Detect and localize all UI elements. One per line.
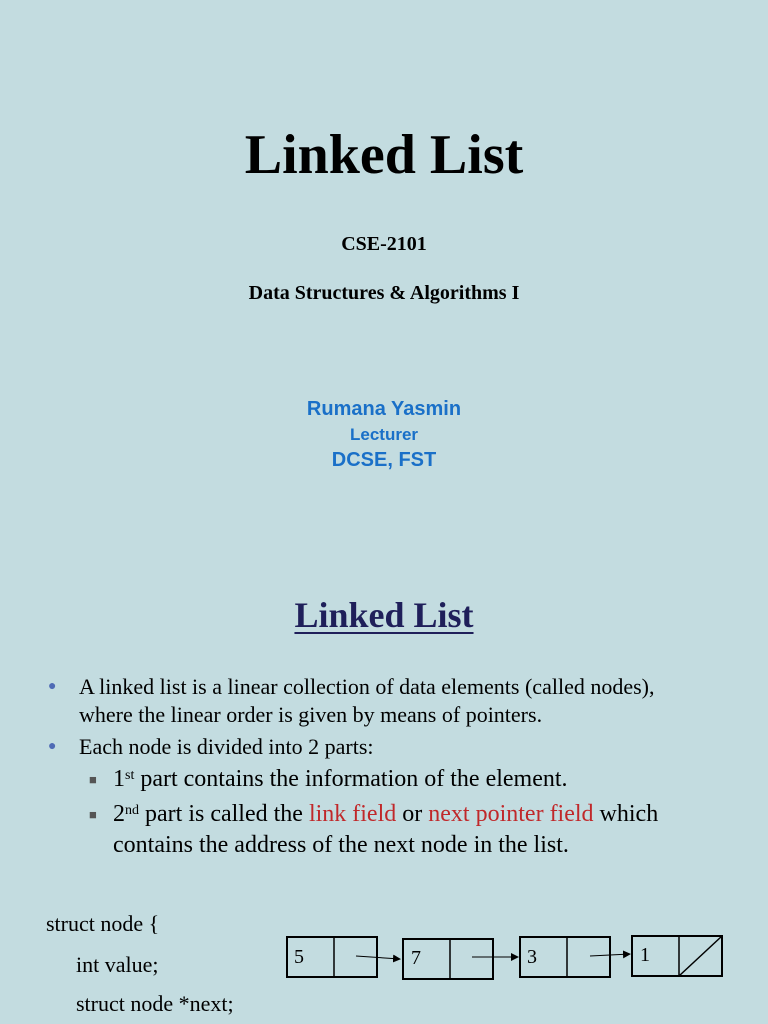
author-name: Rumana Yasmin xyxy=(306,398,462,420)
ordinal-suffix: st xyxy=(125,768,135,783)
course-code: CSE-2101 xyxy=(341,233,427,255)
sub-bullet-text-line: contains the address of the next node in the list. xyxy=(113,832,569,858)
code-line: struct node *next; xyxy=(76,991,234,1016)
null-pointer-icon xyxy=(679,936,722,976)
bullet-text-line: A linked list is a linear collection of data elements (called nodes), xyxy=(79,674,655,699)
list-node xyxy=(403,939,493,979)
sub-bullet-text: which xyxy=(593,801,659,827)
node-value: 1 xyxy=(640,944,650,966)
ordinal-number: 1 xyxy=(113,766,125,792)
sub-list-item xyxy=(79,799,748,861)
author-role: Lecturer xyxy=(349,425,419,444)
square-bullet-icon: ■ xyxy=(89,807,97,822)
next-pointer-field-term: next pointer field xyxy=(428,801,594,827)
bullet-list xyxy=(48,673,748,865)
node-value: 7 xyxy=(411,947,421,969)
section-title: Linked List xyxy=(294,595,474,635)
square-bullet-icon: ■ xyxy=(89,772,97,787)
code-line: struct node { xyxy=(46,911,160,936)
list-item xyxy=(48,673,748,729)
link-field-term: link field xyxy=(308,801,397,827)
ordinal-number: 2 xyxy=(113,801,125,827)
bullet-dot-icon: ● xyxy=(48,739,57,754)
sub-bullet-text: or xyxy=(396,801,429,827)
sub-list-item xyxy=(79,764,748,795)
linked-list-diagram xyxy=(280,928,730,988)
list-node xyxy=(520,937,610,977)
bullet-dot-icon: ● xyxy=(48,679,57,694)
course-name: Data Structures & Algorithms I xyxy=(248,282,520,304)
code-line: int value; xyxy=(76,952,159,977)
bullet-text-line: where the linear order is given by means of pointers. xyxy=(79,702,543,727)
sub-bullet-text: part contains the information of the element. xyxy=(134,766,568,792)
slide-title: Linked List xyxy=(244,124,524,186)
node-value: 5 xyxy=(294,946,304,968)
sub-bullet-text: part is called the xyxy=(139,801,309,827)
list-item xyxy=(48,733,748,861)
list-node xyxy=(632,936,722,976)
node-value: 3 xyxy=(527,946,537,968)
bullet-text: Each node is divided into 2 parts: xyxy=(79,734,374,759)
author-department: DCSE, FST xyxy=(331,449,437,471)
sub-bullet-list xyxy=(79,764,748,861)
ordinal-suffix: nd xyxy=(125,803,139,818)
